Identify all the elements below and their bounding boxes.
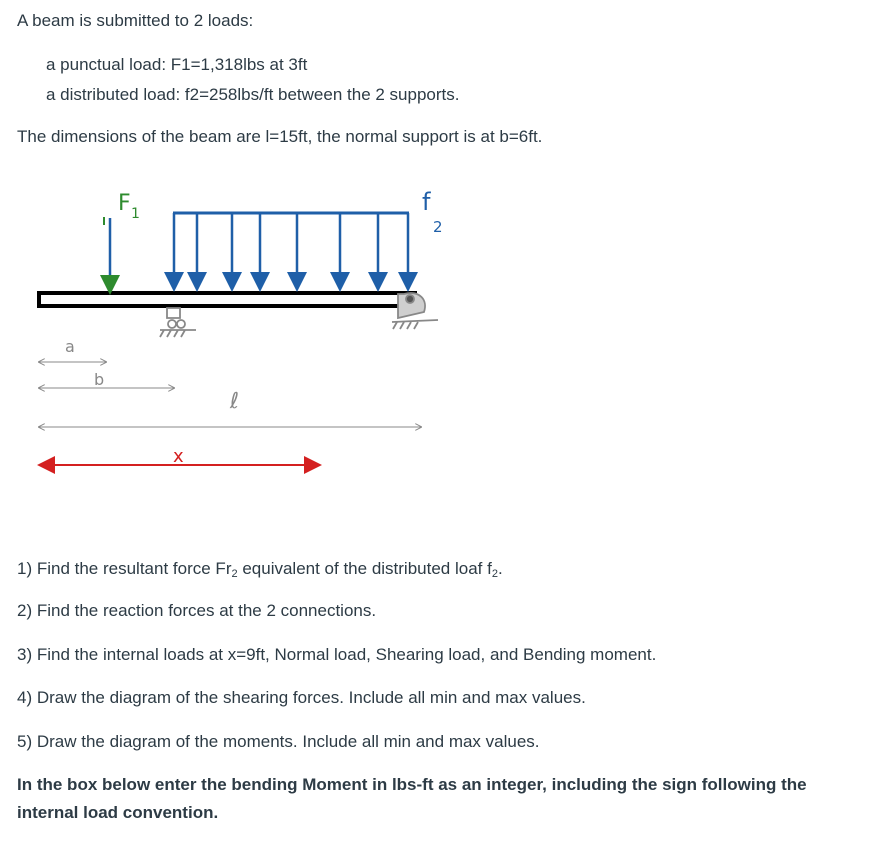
roller-support <box>160 308 196 337</box>
pin-support <box>392 293 438 329</box>
q1-text-c: . <box>497 559 503 578</box>
q1-text-a: 1) Find the resultant force Fr <box>17 559 232 578</box>
label-a: a <box>65 337 75 356</box>
beam-dimensions: The dimensions of the beam are l=15ft, the normal support is at b=6ft. <box>17 127 543 146</box>
label-f1: F <box>118 191 131 216</box>
label-l: ℓ <box>230 389 240 414</box>
question-1 <box>17 558 503 580</box>
beam-diagram <box>0 170 879 490</box>
label-f2: f <box>422 188 431 216</box>
q1-text-b: equivalent of the distributed loaf f <box>237 559 492 578</box>
load-punctual: a punctual load: F1=1,318lbs at 3ft <box>46 55 308 74</box>
q1-sub-a: 2 <box>231 568 238 580</box>
question-2: 2) Find the reaction forces at the 2 connections. <box>17 601 377 620</box>
q1-sub-b: 2 <box>491 568 498 580</box>
question-3: 3) Find the internal loads at x=9ft, Normal load, Shearing load, and Bending moment. <box>17 645 657 664</box>
load-distributed: a distributed load: f2=258lbs/ft between the 2 supports. <box>46 85 460 104</box>
label-x: x <box>173 446 184 467</box>
beam <box>39 293 415 306</box>
label-f1-sub: 1 <box>131 206 140 222</box>
label-b: b <box>94 370 105 389</box>
f2-arrows <box>174 213 408 282</box>
problem-intro: A beam is submitted to 2 loads: <box>17 11 254 30</box>
label-f2-sub: 2 <box>433 218 443 236</box>
question-5: 5) Draw the diagram of the moments. Include all min and max values. <box>17 732 540 751</box>
question-4: 4) Draw the diagram of the shearing forces. Include all min and max values. <box>17 688 586 707</box>
instruction-line-1: In the box below enter the bending Moment in lbs-ft as an integer, including the sign following the <box>17 775 807 794</box>
instruction-line-2: internal load convention. <box>17 803 219 822</box>
